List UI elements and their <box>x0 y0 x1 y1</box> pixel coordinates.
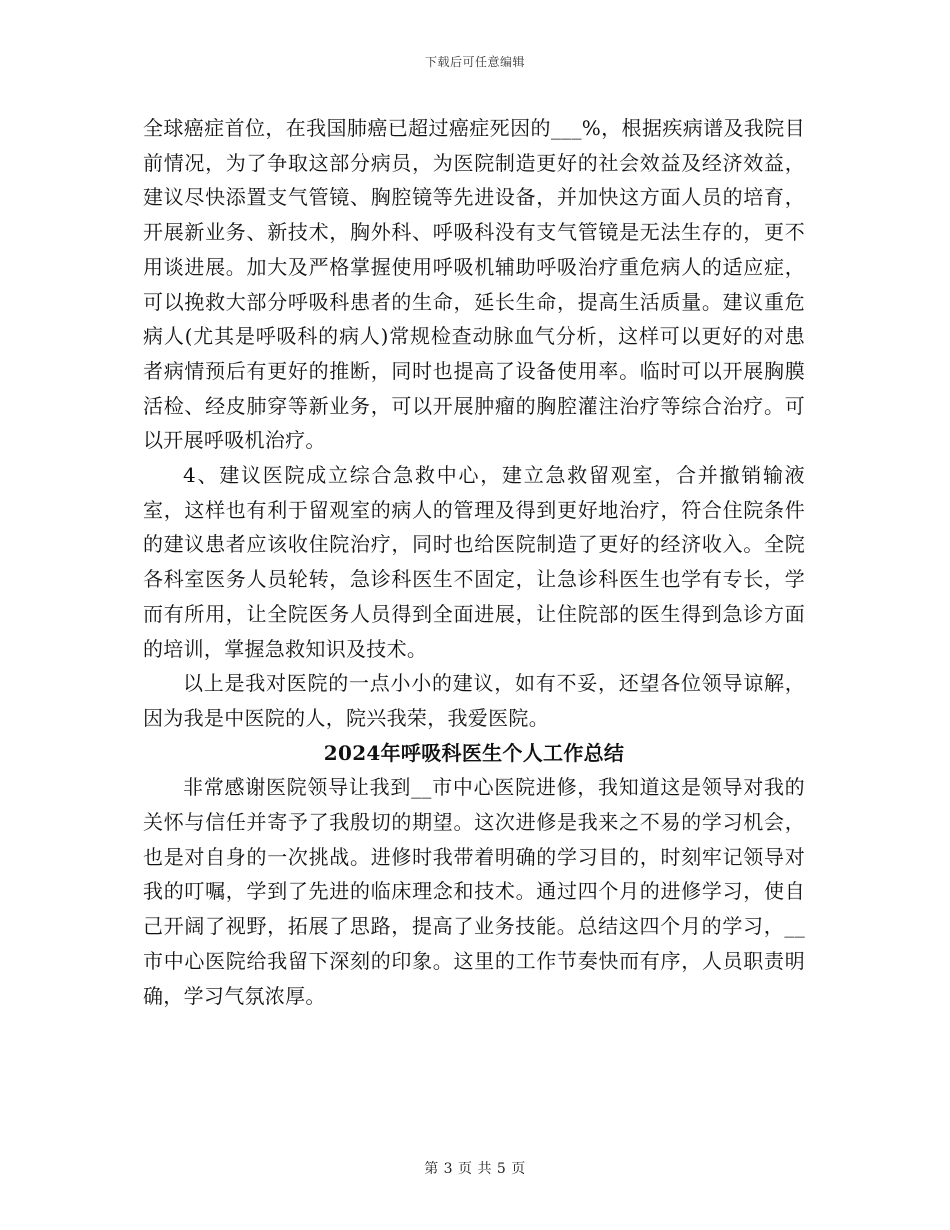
body-paragraph-2: 4、建议医院成立综合急救中心，建立急救留观室，合并撤销输液室，这样也有利于留观室的病人的管理及得到更好地治疗，符合住院条件的建议患者应该收住院治疗，同时也给医院制造了更好的经济收入。全院各科室医务人员轮转，急诊科医生不固定，让急诊科医生也学有专长，学而有所用，让全院医务人员得到全面进展，让住院部的医生得到急诊方面的培训，掌握急救知识及技术。 <box>143 463 805 661</box>
body-paragraph-1: 全球癌症首位，在我国肺癌已超过癌症死因的___%，根据疾病谱及我院目前情况，为了争取这部分病员，为医院制造更好的社会效益及经济效益，建议尽快添置支气管镜、胸腔镜等先进设备，并加快这方面人员的培育，开展新业务、新技术，胸外科、呼吸科没有支气管镜是无法生存的，更不用谈进展。加大及严格掌握使用呼吸机辅助呼吸治疗重危病人的适应症，可以挽救大部分呼吸科患者的生命，延长生命，提高生活质量。建议重危病人(尤其是呼吸科的病人)常规检查动脉血气分析，这样可以更好的对患者病情预后有更好的推断，同时也提高了设备使用率。临时可以开展胸膜活检、经皮肺穿等新业务，可以开展肿瘤的胸腔灌注治疗等综合治疗。可以开展呼吸机治疗。 <box>143 116 805 453</box>
page-number-footer: 第 3 页 共 5 页 <box>424 1161 526 1177</box>
page-header: 下载后可任意编辑 <box>424 55 525 69</box>
body-paragraph-4: 非常感谢医院领导让我到__市中心医院进修，我知道这是领导对我的关怀与信任并寄予了我殷切的期望。这次进修是我来之不易的学习机会，也是对自身的一次挑战。进修时我带着明确的学习目的，时刻牢记领导对我的叮嘱，学到了先进的临床理念和技术。通过四个月的进修学习，使自己开阔了视野，拓展了思路，提高了业务技能。总结这四个月的学习，__市中心医院给我留下深刻的印象。这里的工作节奏快而有序，人员职责明确，学习气氛浓厚。 <box>143 775 805 1008</box>
section-title: 2024年呼吸科医生个人工作总结 <box>323 740 625 765</box>
document-body <box>143 111 805 1013</box>
body-paragraph-3: 以上是我对医院的一点小小的建议，如有不妥，还望各位领导谅解，因为我是中医院的人，院兴我荣，我爱医院。 <box>143 671 805 730</box>
